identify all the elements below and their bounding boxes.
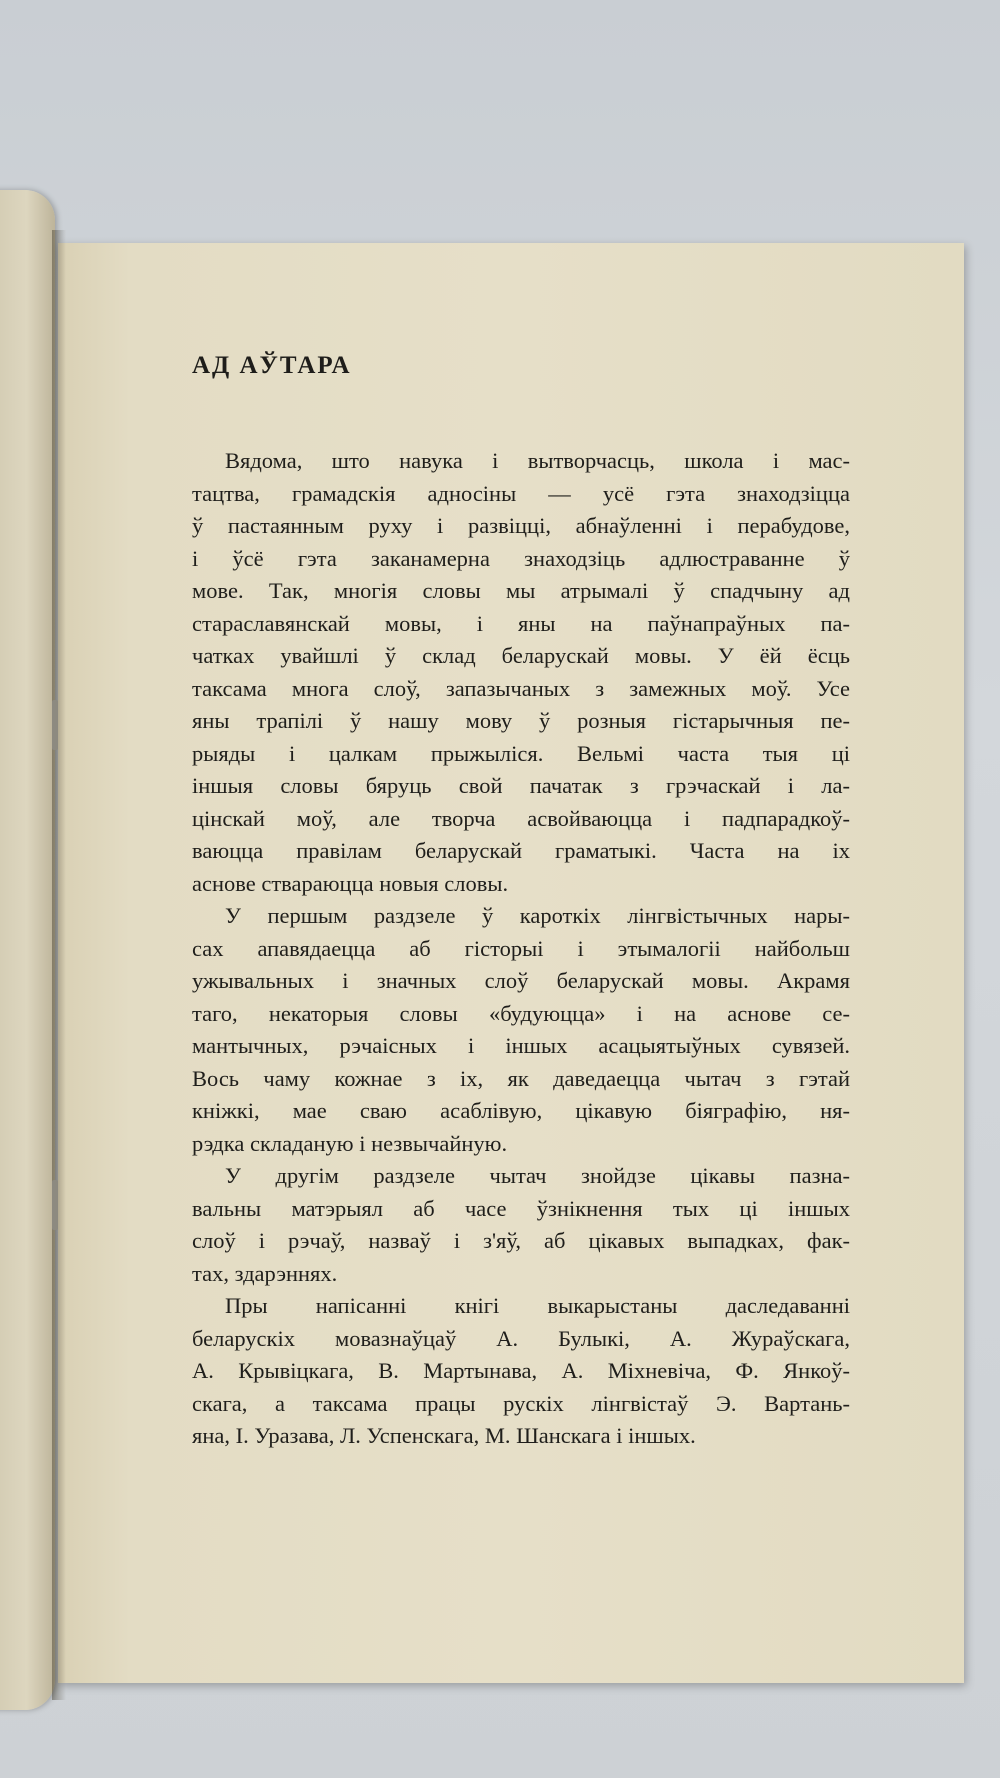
- text-line: чатках увайшлі ў склад беларускай мовы. У ёй ёсць: [192, 643, 850, 668]
- text-line: ваюцца правілам беларускай граматыкі. Часта на іх: [192, 838, 850, 863]
- text-line: Пры напісанні кнігі выкарыстаны даследаванні: [225, 1293, 850, 1318]
- text-line: Вядома, што навука і вытворчасць, школа і мас-: [225, 448, 850, 473]
- text-line: беларускіх мовазнаўцаў А. Булыкі, А. Жураўскага,: [192, 1325, 850, 1351]
- text-line: рэдка складаную і незвычайную.: [192, 1130, 508, 1156]
- text-line: яна, І. Уразава, Л. Успенскага, М. Шанскага і іншых.: [192, 1423, 696, 1448]
- text-line: скага, а таксама працы рускіх лінгвістаў Э. Вартань-: [192, 1390, 850, 1416]
- text-line: тацтва, грамадскія адносіны — усё гэта знаходзіцца: [192, 480, 850, 506]
- text-line: Вось чаму кожнае з іх, як даведаецца чытач з гэтай: [192, 1065, 850, 1091]
- text-line: У першым раздзеле ў кароткіх лінгвістычных нары-: [225, 903, 850, 928]
- text-line: ў пастаянным руху і развіцці, абнаўленні і перабудове,: [192, 513, 850, 538]
- text-line: сах апавядаецца аб гісторыі і этымалогіі найбольш: [192, 935, 850, 961]
- body-text: [192, 445, 850, 1453]
- staple-top: [52, 700, 58, 750]
- text-line: і ўсё гэта заканамерна знаходзіць адлюстраванне ў: [192, 545, 850, 571]
- text-line: яны трапілі ў нашу мову ў розныя гістарычныя пе-: [192, 708, 850, 733]
- text-line: мантычных, рэчаісных і іншых асацыятыўных сувязей.: [192, 1033, 850, 1058]
- paragraph-4: [192, 1290, 850, 1453]
- text-line: У другім раздзеле чытач знойдзе цікавы пазна-: [225, 1163, 850, 1188]
- facing-page-edge: [0, 190, 55, 1710]
- text-line: рыяды і цалкам прыжыліся. Вельмі часта тыя ці: [192, 740, 850, 766]
- paragraph-1: [192, 445, 850, 900]
- text-line: вальны матэрыял аб часе ўзнікнення тых ці іншых: [192, 1195, 850, 1221]
- staple-bottom: [52, 1180, 58, 1230]
- text-line: таго, некаторыя словы «будуюцца» і на аснове се-: [192, 1000, 850, 1026]
- paragraph-3: [192, 1160, 850, 1290]
- text-line: таксама многа слоў, запазычаных з замежных моў. Усе: [192, 675, 850, 701]
- text-line: аснове ствараюцца новыя словы.: [192, 870, 509, 896]
- text-line: цінскай моў, але творча асвойваюцца і падпарадкоў-: [192, 805, 850, 831]
- paragraph-2: [192, 900, 850, 1160]
- text-line: іншыя словы бяруць свой пачатак з грэчаскай і ла-: [192, 773, 850, 798]
- text-line: кніжкі, мае сваю асаблівую, цікавую біяграфію, ня-: [192, 1098, 850, 1123]
- text-line: старaславянскай мовы, і яны на паўнапраўных па-: [192, 610, 850, 636]
- page-title: АД АЎТАРА: [192, 352, 352, 379]
- text-line: тах, здарэннях.: [192, 1260, 338, 1286]
- text-line: слоў і рэчаў, назваў і з'яў, аб цікавых выпадках, фак-: [192, 1228, 850, 1253]
- text-line: А. Крывіцкага, В. Мартынава, А. Міхневіча, Ф. Янкоў-: [192, 1358, 850, 1383]
- binding-shadow: [52, 230, 66, 1700]
- text-line: мове. Так, многія словы мы атрымалі ў спадчыну ад: [192, 578, 850, 603]
- text-line: ужывальных і значных слоў беларускай мовы. Акрамя: [192, 968, 850, 993]
